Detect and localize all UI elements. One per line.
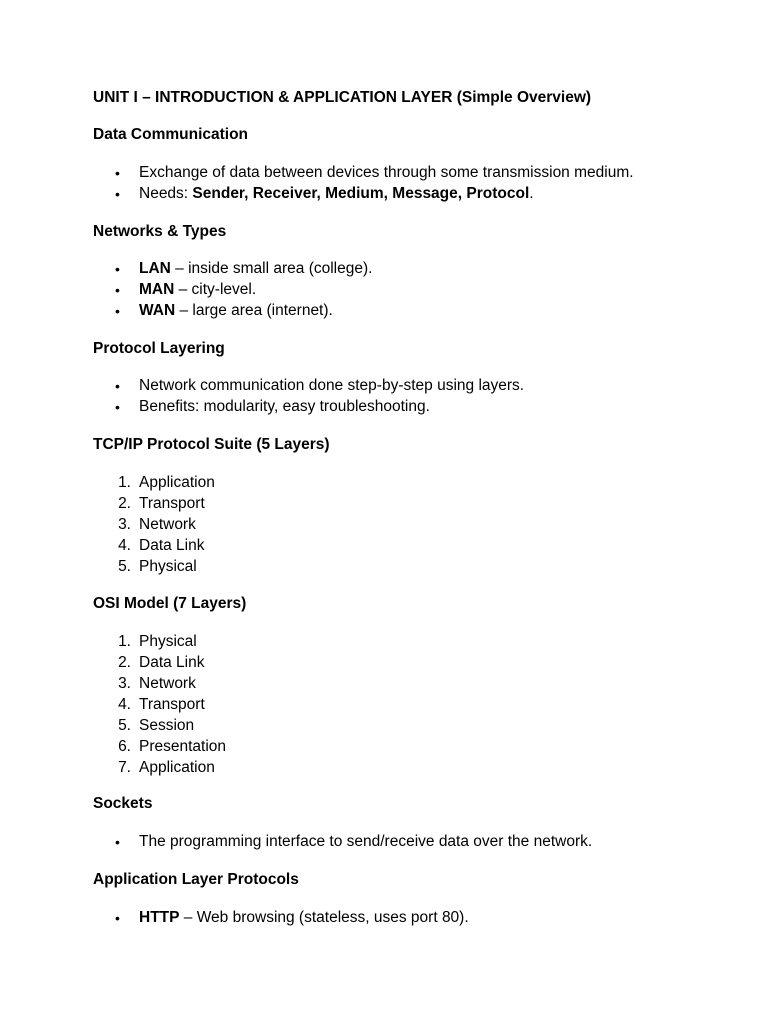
osi-list bbox=[0, 632, 768, 779]
bold-text: Sender, Receiver, Medium, Message, Protocol bbox=[192, 185, 530, 202]
numbered-item bbox=[0, 653, 768, 674]
item-number: 2. bbox=[118, 495, 131, 512]
item-text: Session bbox=[139, 717, 195, 734]
numbered-item bbox=[0, 695, 768, 716]
item-text: Application bbox=[139, 759, 215, 776]
list-item: Exchange of data between devices through some transmission medium. bbox=[139, 164, 634, 181]
item-text: Application bbox=[139, 474, 215, 491]
text: Needs: bbox=[139, 185, 193, 202]
item-number: 3. bbox=[118, 516, 131, 533]
item-number: 5. bbox=[118, 558, 131, 575]
bullet-icon: • bbox=[115, 186, 120, 202]
bullet-icon: • bbox=[115, 282, 120, 298]
heading-osi: OSI Model (7 Layers) bbox=[93, 595, 247, 612]
numbered-item bbox=[0, 536, 768, 557]
item-text: Transport bbox=[139, 696, 205, 713]
term: WAN bbox=[139, 302, 176, 319]
item-number: 7. bbox=[118, 759, 131, 776]
term: LAN bbox=[139, 260, 171, 277]
description: – Web browsing (stateless, uses port 80). bbox=[179, 909, 469, 926]
item-text: Network bbox=[139, 675, 196, 692]
numbered-item bbox=[0, 632, 768, 653]
bullet-icon: • bbox=[115, 261, 120, 277]
heading-networks-types: Networks & Types bbox=[93, 223, 227, 240]
item-number: 4. bbox=[118, 537, 131, 554]
numbered-item bbox=[0, 737, 768, 758]
numbered-item bbox=[0, 515, 768, 536]
item-text: Presentation bbox=[139, 738, 227, 755]
document-title: UNIT I – INTRODUCTION & APPLICATION LAYER (Simple Overview) bbox=[93, 89, 592, 106]
numbered-item bbox=[0, 494, 768, 515]
item-number: 1. bbox=[118, 633, 131, 650]
bullet-icon: • bbox=[115, 303, 120, 319]
term: MAN bbox=[139, 281, 175, 298]
numbered-item bbox=[0, 473, 768, 494]
list-item bbox=[139, 301, 333, 321]
bullet-icon: • bbox=[115, 910, 120, 926]
description: – large area (internet). bbox=[175, 302, 333, 319]
numbered-item bbox=[0, 758, 768, 779]
numbered-item bbox=[0, 557, 768, 578]
bullet-icon: • bbox=[115, 834, 120, 850]
item-number: 2. bbox=[118, 654, 131, 671]
list-item bbox=[139, 908, 469, 928]
item-text: Network bbox=[139, 516, 196, 533]
list-item: Network communication done step-by-step using layers. bbox=[139, 377, 525, 394]
text: . bbox=[529, 185, 534, 202]
list-item: The programming interface to send/receive data over the network. bbox=[139, 833, 593, 850]
item-number: 5. bbox=[118, 717, 131, 734]
bullet-icon: • bbox=[115, 378, 120, 394]
description: – city-level. bbox=[174, 281, 257, 298]
item-text: Physical bbox=[139, 558, 197, 575]
list-item bbox=[139, 184, 534, 204]
list-item bbox=[139, 259, 372, 279]
item-text: Data Link bbox=[139, 537, 205, 554]
item-number: 4. bbox=[118, 696, 131, 713]
item-text: Data Link bbox=[139, 654, 205, 671]
heading-protocol-layering: Protocol Layering bbox=[93, 340, 225, 357]
bullet-icon: • bbox=[115, 399, 120, 415]
numbered-item bbox=[0, 716, 768, 737]
heading-tcpip: TCP/IP Protocol Suite (5 Layers) bbox=[93, 436, 330, 453]
heading-sockets: Sockets bbox=[93, 795, 153, 812]
item-text: Transport bbox=[139, 495, 205, 512]
item-number: 6. bbox=[118, 738, 131, 755]
item-number: 1. bbox=[118, 474, 131, 491]
numbered-item bbox=[0, 674, 768, 695]
item-number: 3. bbox=[118, 675, 131, 692]
list-item bbox=[139, 280, 256, 300]
tcpip-list bbox=[0, 473, 768, 578]
list-item: Benefits: modularity, easy troubleshooting. bbox=[139, 398, 430, 415]
term: HTTP bbox=[139, 909, 180, 926]
description: – inside small area (college). bbox=[170, 260, 373, 277]
heading-data-communication: Data Communication bbox=[93, 126, 249, 143]
heading-application-layer-protocols: Application Layer Protocols bbox=[93, 871, 299, 888]
bullet-icon: • bbox=[115, 165, 120, 181]
item-text: Physical bbox=[139, 633, 197, 650]
